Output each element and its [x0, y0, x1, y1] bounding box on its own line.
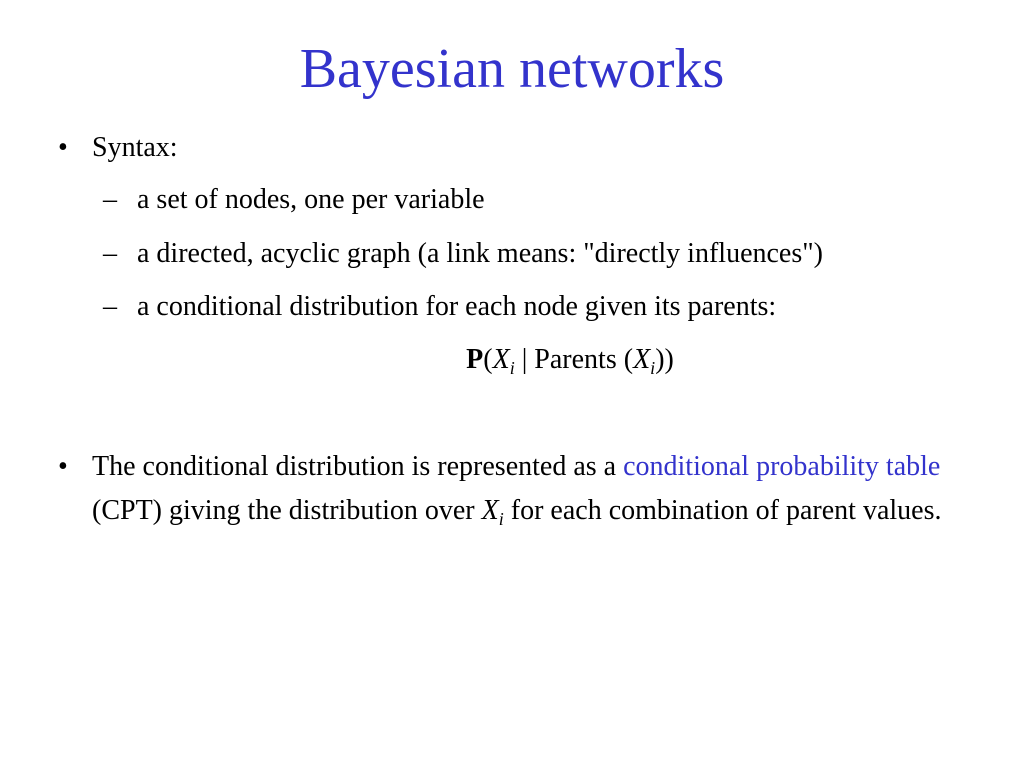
dash-marker: –: [103, 184, 117, 215]
bullet-cpt: [58, 445, 978, 533]
cpt-var-sub: i: [498, 509, 504, 529]
formula-sub2: i: [650, 358, 656, 378]
subitem-text: a set of nodes, one per variable: [137, 184, 485, 215]
formula-x2: X: [633, 344, 651, 375]
formula-close: )): [655, 344, 674, 375]
formula-open: (: [483, 344, 493, 375]
subitem-conditional: [103, 287, 1003, 327]
bullet-marker: •: [58, 451, 68, 482]
cpt-text-part2: (CPT) giving the distribution over: [92, 495, 482, 526]
bullet-syntax: [58, 126, 978, 170]
formula-sub1: i: [509, 358, 515, 378]
subitem-text: a directed, acyclic graph (a link means: "directly influences"): [137, 238, 823, 269]
slide-title: Bayesian networks: [299, 38, 725, 100]
subitem-graph: [103, 234, 1003, 274]
cpt-highlight: conditional probability table: [623, 451, 941, 482]
cpt-text-part1: The conditional distribution is represented as a: [92, 451, 624, 482]
formula-p-given-parents: [0, 340, 1024, 380]
formula-mid: | Parents (: [514, 344, 634, 375]
bullet-text: Syntax:: [92, 132, 178, 163]
subitem-nodes: [103, 180, 1003, 220]
formula-p: P: [466, 344, 484, 375]
subitem-text: a conditional distribution for each node given its parents:: [137, 291, 777, 322]
dash-marker: –: [103, 291, 117, 322]
dash-marker: –: [103, 238, 117, 269]
bullet-text: [92, 445, 978, 533]
cpt-text-part3: for each combination of parent values.: [503, 495, 942, 526]
cpt-var: X: [481, 495, 499, 526]
bullet-marker: •: [58, 132, 68, 163]
formula-x1: X: [492, 344, 510, 375]
